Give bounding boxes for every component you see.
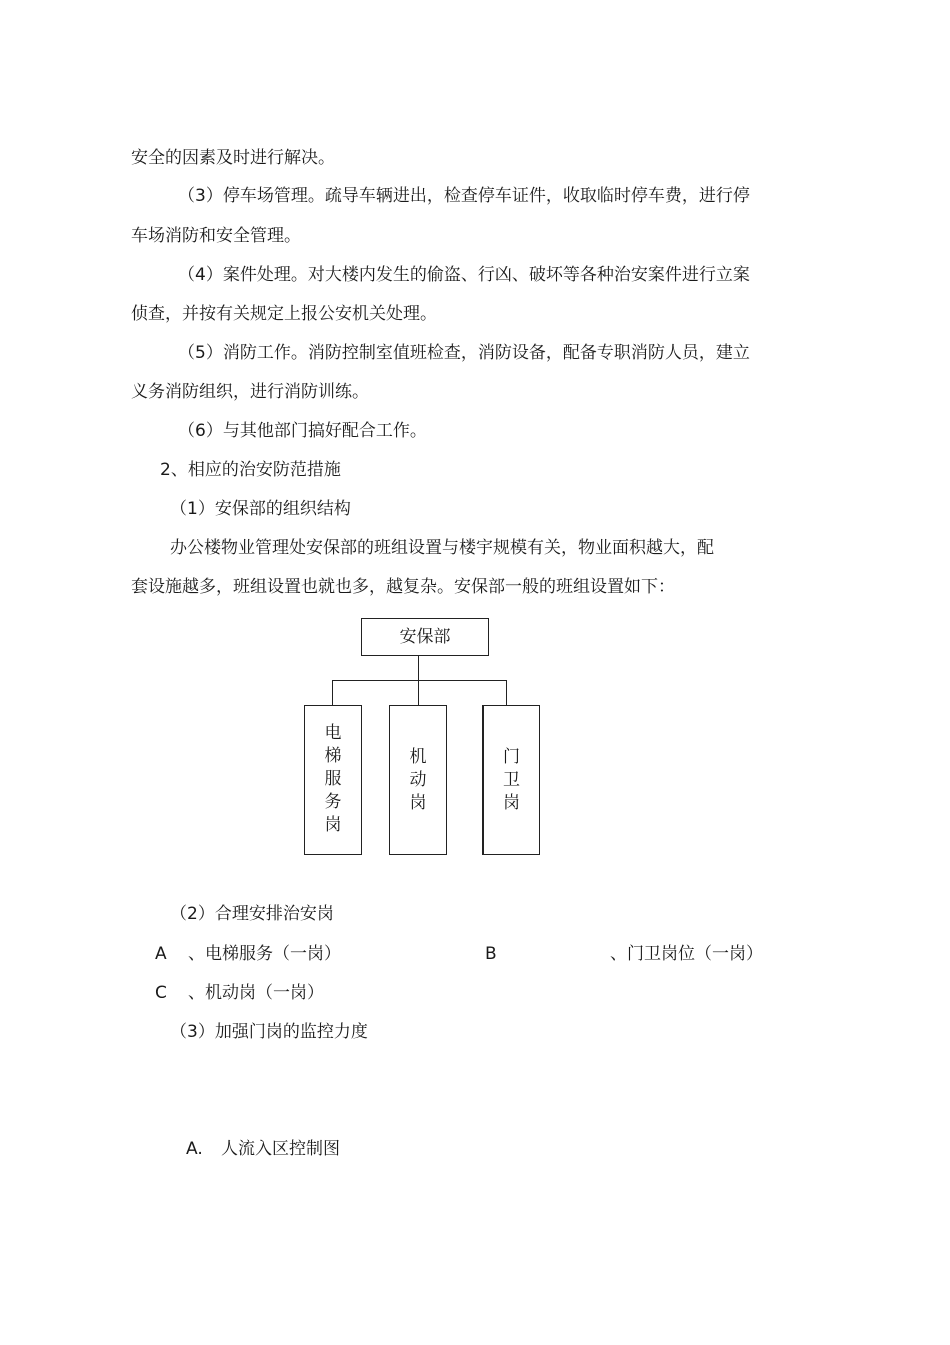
paragraph-line: 办公楼物业管理处安保部的班组设置与楼宇规模有关，物业面积越大，配 <box>170 538 714 558</box>
org-child-box <box>304 705 362 855</box>
sub-item-letter: A. <box>186 1139 203 1159</box>
org-child-char: 务 <box>324 792 342 812</box>
list-item-letter: C <box>155 983 167 1003</box>
org-child-box <box>389 705 447 855</box>
org-child-char: 服 <box>324 769 342 789</box>
paragraph-line: （5）消防工作。消防控制室值班检查，消防设备，配备专职消防人员，建立 <box>178 343 750 363</box>
org-child-char: 岗 <box>324 815 342 835</box>
paragraph-line: 套设施越多，班组设置也就也多，越复杂。安保部一般的班组设置如下： <box>131 577 675 597</box>
org-child-char: 岗 <box>503 793 520 813</box>
org-connector <box>418 656 419 680</box>
list-item-text: 、门卫岗位（一岗） <box>610 944 763 964</box>
org-child-char: 电 <box>324 723 342 743</box>
org-connector <box>332 680 333 705</box>
org-connector <box>418 680 419 705</box>
org-child-char: 梯 <box>324 746 342 766</box>
org-child-box <box>482 705 540 855</box>
subsection-heading: （3）加强门岗的监控力度 <box>170 1022 368 1042</box>
org-child-char: 岗 <box>409 793 427 813</box>
paragraph-line: （4）案件处理。对大楼内发生的偷盗、行凶、破坏等各种治安案件进行立案 <box>178 265 750 285</box>
org-connector <box>506 680 507 705</box>
paragraph-line: （3）停车场管理。疏导车辆进出，检查停车证件，收取临时停车费，进行停 <box>178 186 750 206</box>
org-child-char: 动 <box>409 770 427 790</box>
org-child-char: 机 <box>409 747 427 767</box>
list-item-letter: B <box>485 944 497 964</box>
paragraph-line: 车场消防和安全管理。 <box>131 226 301 246</box>
list-item-text: 、电梯服务（一岗） <box>188 944 341 964</box>
paragraph-line: 侦查，并按有关规定上报公安机关处理。 <box>131 304 437 324</box>
list-item-letter: A <box>155 944 167 964</box>
section-heading: 2、相应的治安防范措施 <box>160 460 341 480</box>
org-root-box <box>361 618 489 656</box>
paragraph-line: （6）与其他部门搞好配合工作。 <box>178 421 427 441</box>
subsection-heading: （1）安保部的组织结构 <box>170 499 351 519</box>
org-child-char: 卫 <box>503 770 520 790</box>
list-item-text: 、机动岗（一岗） <box>188 983 324 1003</box>
subsection-heading: （2）合理安排治安岗 <box>170 904 334 924</box>
paragraph-line: 安全的因素及时进行解决。 <box>131 148 335 168</box>
sub-item-text: 人流入区控制图 <box>221 1139 340 1159</box>
org-root-label: 安保部 <box>399 627 451 647</box>
org-child-char: 门 <box>503 747 520 767</box>
paragraph-line: 义务消防组织，进行消防训练。 <box>131 382 369 402</box>
org-connector <box>332 680 507 681</box>
